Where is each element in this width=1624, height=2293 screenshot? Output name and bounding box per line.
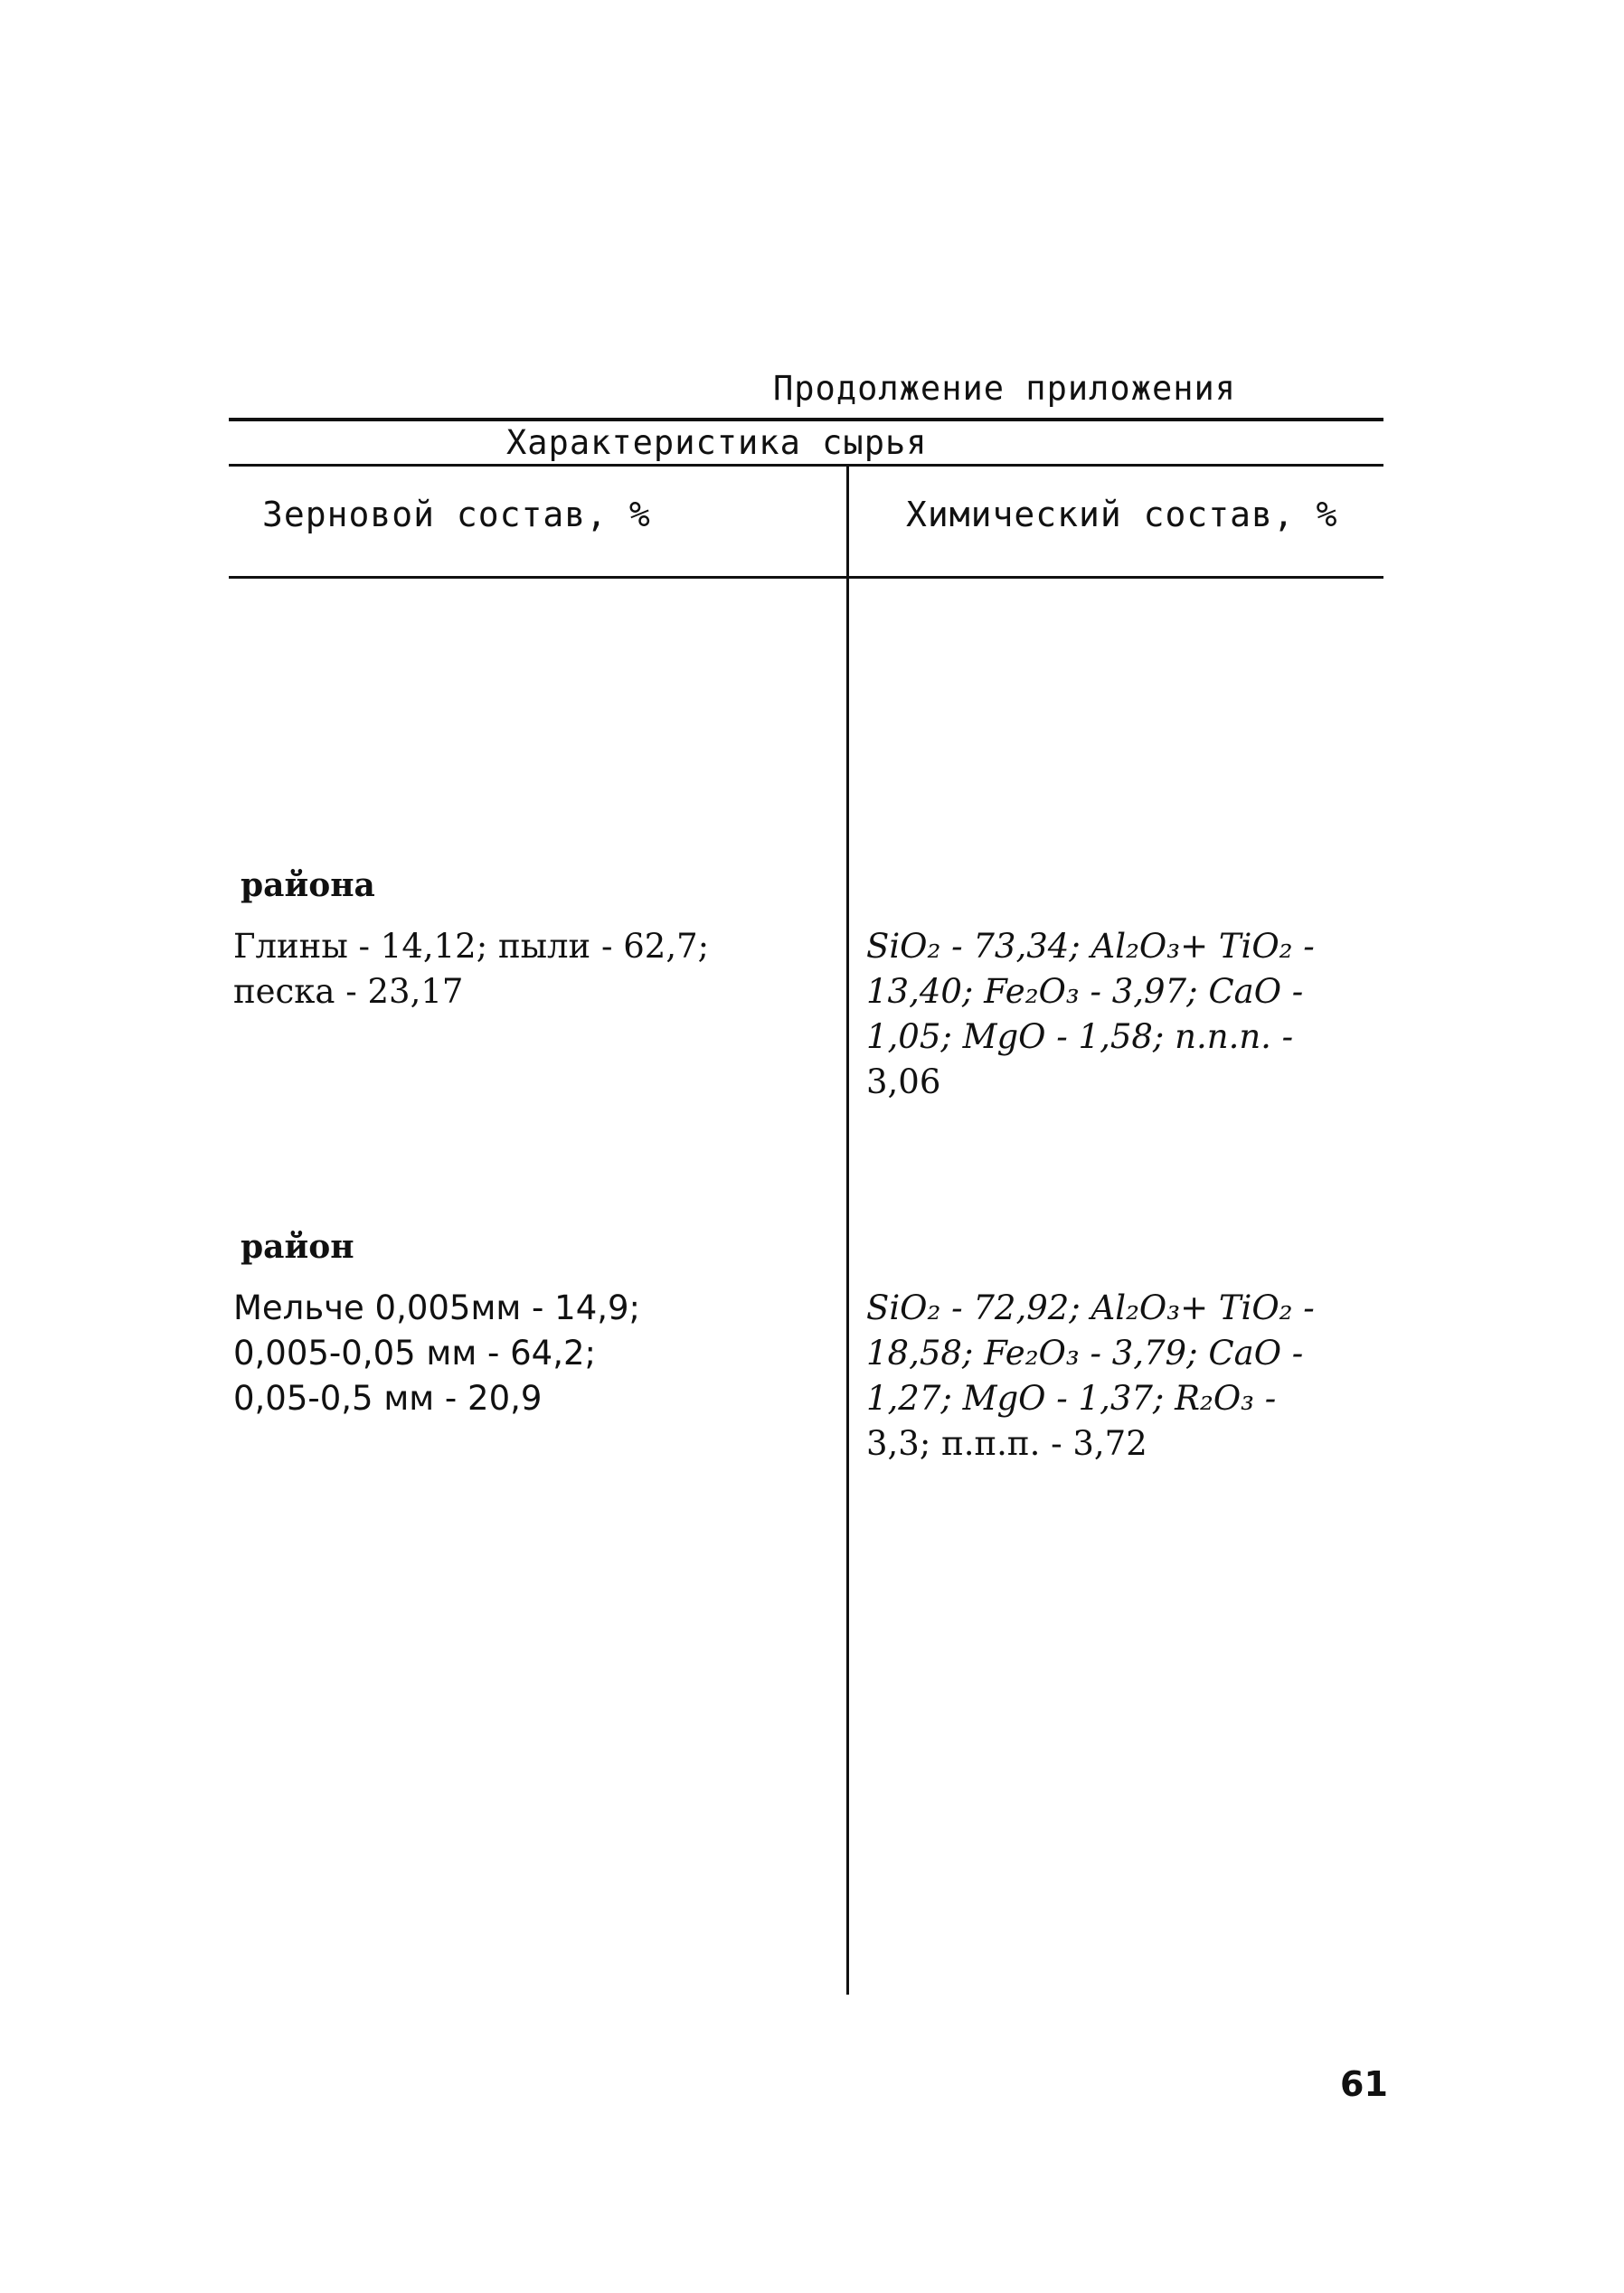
cell-line: 1,27; MgO - 1,37; R₂O₃ - (866, 1379, 1277, 1418)
table-title-rule (229, 464, 1383, 467)
table-top-rule (229, 418, 1383, 421)
grain-composition-cell (233, 1286, 640, 1421)
cell-line: 3,3; п.п.п. - 3,72 (866, 1424, 1147, 1463)
cell-line: Мельче 0,005мм - 14,9; (233, 1288, 640, 1327)
cell-line: 0,05-0,5 мм - 20,9 (233, 1379, 543, 1418)
cell-line: 0,005-0,05 мм - 64,2; (233, 1334, 596, 1373)
table-header-rule (229, 576, 1383, 579)
column-divider (846, 467, 849, 1995)
column-header-grain: Зерновой состав, % (262, 495, 651, 534)
cell-line: Глины - 14,12; пыли - 62,7; (233, 927, 710, 966)
region-label: района (241, 866, 375, 904)
cell-line: песка - 23,17 (233, 972, 464, 1011)
cell-line: 3,06 (866, 1062, 941, 1101)
continuation-caption: Продолжение приложения (773, 369, 1237, 408)
cell-line: 18,58; Fe₂O₃ - 3,79; CaO - (866, 1334, 1304, 1373)
table-title: Характеристика сырья (506, 423, 928, 462)
cell-line: 1,05; MgO - 1,58; п.п.п. - (866, 1017, 1294, 1056)
region-label: район (241, 1228, 354, 1266)
chemical-composition-cell (866, 924, 1386, 1105)
grain-composition-cell (233, 924, 709, 1014)
cell-line: SiO₂ - 72,92; Al₂O₃+ TiO₂ - (866, 1288, 1315, 1327)
cell-line: SiO₂ - 73,34; Al₂O₃+ TiO₂ - (866, 927, 1315, 966)
cell-line: 13,40; Fe₂O₃ - 3,97; CaO - (866, 972, 1304, 1011)
column-header-chemical: Химический состав, % (906, 495, 1338, 534)
page-number: 61 (1340, 2064, 1388, 2104)
chemical-composition-cell (866, 1286, 1386, 1467)
